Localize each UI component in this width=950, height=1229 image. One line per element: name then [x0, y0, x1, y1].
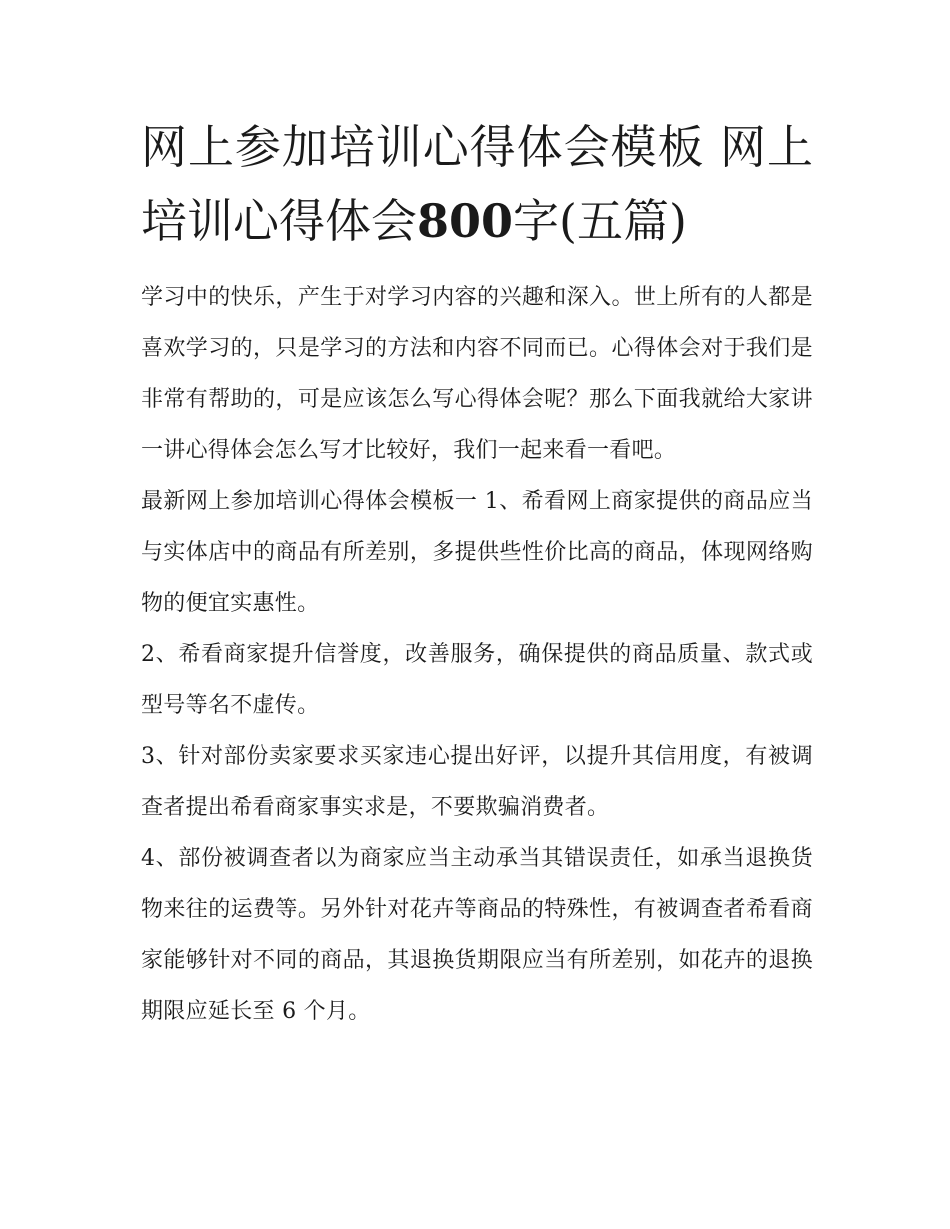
paragraph-intro: 学习中的快乐，产生于对学习内容的兴趣和深入。世上所有的人都是喜欢学习的，只是学习的方法和内容不同而已。心得体会对于我们是非常有帮助的，可是应该怎么写心得体会呢？那么下面我就给大家讲一讲心得体会怎么写才比较好，我们一起来看一看吧。: [141, 285, 813, 463]
paragraph-point-2: 2、希看商家提升信誉度，改善服务，确保提供的商品质量、款式或型号等名不虚传。: [141, 642, 813, 718]
paragraph-template-one-point-1: 最新网上参加培训心得体会模板一 1、希看网上商家提供的商品应当与实体店中的商品有所差别，多提供些性价比高的商品，体现网络购物的便宜实惠性。: [141, 489, 813, 616]
document-title: 网上参加培训心得体会模板 网上培训心得体会800字(五篇): [141, 120, 813, 248]
document-page: [141, 110, 813, 1037]
paragraph-point-3: 3、针对部份卖家要求买家违心提出好评，以提升其信用度，有被调查者提出希看商家事实求是，不要欺骗消费者。: [141, 744, 813, 820]
paragraph-point-4: 4、部份被调查者以为商家应当主动承当其错误责任，如承当退换货物来往的运费等。另外针对花卉等商品的特殊性，有被调查者希看商家能够针对不同的商品，其退换货期限应当有所差别，如花卉的退换期限应延长至 6 个月。: [141, 846, 813, 1024]
document-body: [141, 272, 813, 1037]
